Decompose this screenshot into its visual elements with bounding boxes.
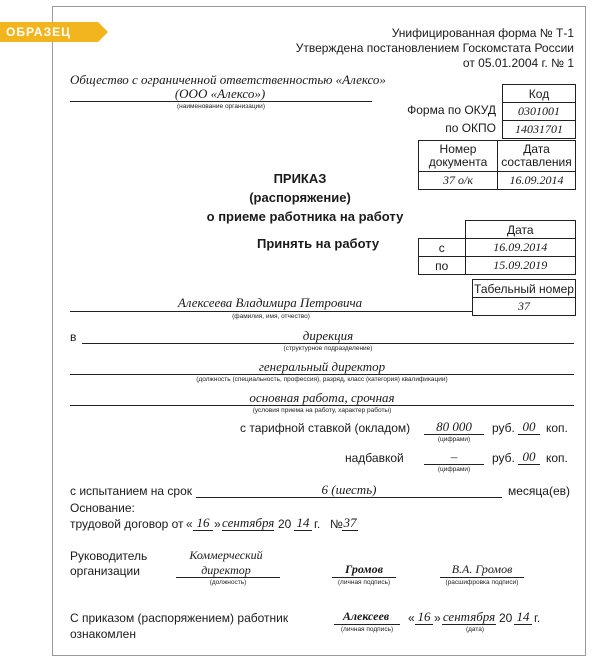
rate-digits-caption: (цифрами) <box>437 436 471 443</box>
basis-quote-open: « <box>186 517 193 531</box>
codes-table <box>502 84 576 139</box>
org-name-short: (ООО «Алексо») <box>174 86 266 101</box>
probation-value: 6 (шесть) <box>321 482 377 497</box>
head-label-1: Руководитель <box>70 549 148 563</box>
bonus-kop: коп. <box>546 451 568 465</box>
head-decode: В.А. Громов <box>451 562 513 576</box>
order-purpose: о приеме работника на работу <box>206 209 404 224</box>
ack-year: 14 <box>516 609 530 624</box>
head-position-2: директор <box>201 563 251 577</box>
rate-rub: руб. <box>492 421 515 435</box>
doc-date-value: 16.09.2014 <box>498 172 576 190</box>
department-value: дирекция <box>302 328 354 343</box>
bonus-rub: руб. <box>492 451 515 465</box>
order-subtitle: (распоряжение) <box>249 190 351 205</box>
ack-day: 16 <box>417 609 431 624</box>
rate-kop-value: 00 <box>522 419 536 434</box>
ack-date-caption: (дата) <box>465 626 485 633</box>
ack-signature: Алексеев <box>342 609 390 623</box>
doc-date-header: Дата составления <box>498 141 576 172</box>
org-caption: (наименование организации) <box>177 103 265 110</box>
basis-contract: трудовой договор от <box>70 517 184 531</box>
probation-unit: месяца(ев) <box>508 484 571 498</box>
ack-month: сентября <box>442 609 496 624</box>
approval-line: Утверждена постановлением Госкомстата России <box>295 41 574 55</box>
form-number: Унифицированная форма № Т-1 <box>391 26 574 40</box>
basis-month: сентября <box>222 515 275 530</box>
doc-number-header: Номер документа <box>419 141 498 172</box>
approval-date: от 05.01.2004 г. № 1 <box>462 56 574 70</box>
bonus-kop-value: 00 <box>522 449 536 464</box>
rate-value: 80 000 <box>436 419 472 434</box>
conditions-value: основная работа, срочная <box>249 390 395 405</box>
bonus-digits-caption: (цифрами) <box>437 466 471 473</box>
rate-kop: коп. <box>546 421 568 435</box>
basis-year-prefix: 20 <box>278 517 292 531</box>
code-header: Код <box>503 85 576 103</box>
okud-label: Форма по ОКУД <box>407 103 496 117</box>
tab-number-header: Табельный номер <box>474 281 574 296</box>
bonus-value: – <box>450 449 458 464</box>
head-signature: Громов <box>344 562 384 576</box>
employee-name-caption: (фамилия, имя, отчество) <box>232 313 310 320</box>
ack-year-prefix: 20 <box>499 611 513 625</box>
okud-value: 0301001 <box>503 103 576 121</box>
doc-number-value: 37 о/к <box>419 172 498 190</box>
period-table <box>418 220 576 275</box>
basis-quote-close: » <box>214 517 221 531</box>
accept-label: Принять на работу <box>257 236 380 251</box>
basis-number: 37 <box>343 515 357 530</box>
head-signature-caption: (личная подпись) <box>337 579 391 586</box>
ack-quote-open: « <box>408 611 415 625</box>
basis-g: г. <box>314 517 321 531</box>
period-from-value: 16.09.2014 <box>465 239 576 257</box>
order-title: ПРИКАЗ <box>273 171 327 186</box>
department-caption: (структурное подразделение) <box>283 345 373 352</box>
okpo-label: по ОКПО <box>445 121 496 135</box>
conditions-caption: (условия приема на работу, характер работы) <box>252 407 392 414</box>
ack-label-1: С приказом (распоряжением) работник <box>70 611 289 625</box>
head-decode-caption: (расшифровка подписи) <box>445 579 519 586</box>
period-header: Дата <box>465 221 576 239</box>
period-to-label: по <box>419 257 466 275</box>
ack-label-2: ознакомлен <box>70 627 136 641</box>
okpo-value: 14031701 <box>503 121 576 139</box>
probation-label: с испытанием на срок <box>70 484 193 498</box>
position-value: генеральный директор <box>258 359 386 374</box>
head-label-2: организации <box>70 564 140 578</box>
rate-label: с тарифной ставкой (окладом) <box>240 421 411 435</box>
basis-year: 14 <box>296 515 310 530</box>
basis-no-sign: № <box>330 517 343 531</box>
period-to-value: 15.09.2019 <box>465 257 576 275</box>
basis-day: 16 <box>196 515 210 530</box>
in-label: в <box>70 330 77 344</box>
tab-number-value: 37 <box>473 298 576 316</box>
doc-number-table <box>418 140 576 190</box>
org-name-full: Общество с ограниченной ответственностью «Алексо» <box>70 72 386 87</box>
head-position-caption: (должность) <box>209 579 247 586</box>
head-position-1: Коммерческий <box>189 548 263 562</box>
period-from-label: с <box>419 239 466 257</box>
ack-signature-caption: (личная подпись) <box>340 626 394 633</box>
ack-quote-close: » <box>434 611 441 625</box>
tab-number-table <box>472 279 576 316</box>
bonus-label: надбавкой <box>345 451 404 465</box>
basis-label: Основание: <box>70 501 135 515</box>
ack-g: г. <box>534 611 541 625</box>
sample-badge: ОБРАЗЕЦ <box>0 22 98 42</box>
position-caption: (должность (специальность, профессия), разряд, класс (категория) квалификации) <box>196 376 448 383</box>
employee-name: Алексеева Владимира Петровича <box>177 295 363 310</box>
